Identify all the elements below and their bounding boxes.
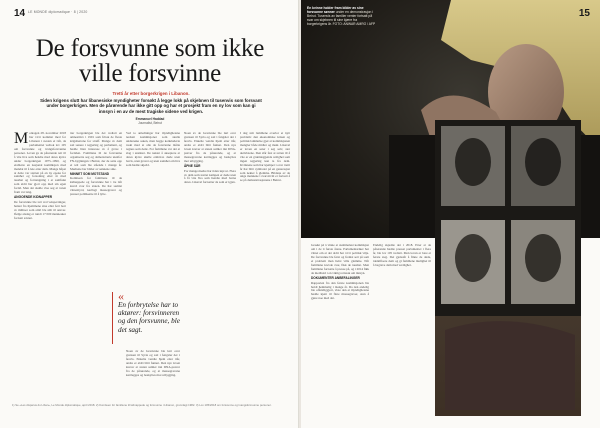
body-text: ontagen 28. november 2018 har vært kommet med for Libanon i nesten et tiår, da parlamentet vedtok lov 105 om forsvunne og tvangsforsvunne personer. Loven ga de pårørende rett til å vite hva som hendte med deres kjære under borgerkrigen 1975–1990, og etablerte en nasjonal kommisjon med mandat til å lete etter dem. Mange håpet at dette var starten på en ny epoke for sannhet og forsoning etter år med taushet og fortrengning i et samfunn som aldri har gjort opp med sin egen fortid. Men det skulle vise seg at veien fram var lang. [14, 132, 66, 195]
body-column-3 [126, 132, 180, 286]
caption-lead: En kvinne holder fram bilder av sine forsvunne sønner [307, 6, 364, 15]
subhead: ÅPNE SÅR [184, 163, 201, 168]
right-column-1 [311, 244, 369, 400]
left-page [0, 0, 299, 428]
body-text: De forsvunne ble tatt ved veisperringer, hentet fra hjemmene sine eller ført bort av militser som aldri ble stilt til ansvar. Ifølge anslag er rundt 17 000 mennesker fortsatt savnet. [14, 200, 66, 221]
portraits-illustration [435, 120, 581, 416]
body-column-1 [14, 132, 66, 402]
body-column-4 [184, 132, 236, 402]
article-headline: De forsvunne som ikke ville forsvinne [35, 35, 265, 87]
caption-text: under en demonstrasjon i Beirut. Tusenvis av familier venter fortsatt på svar om skjebnen til sine kjære fra borgerkrigens år. FOTO: ANWAR AMRO / AFP [307, 10, 376, 27]
subhead: DOKUMENTER ANBEFALINGER [311, 275, 360, 280]
footnotes: 1) Se «Les disparus du Liban», Le Monde diplomatique, april 2018. 2) Komiteen for familiene til kidnappede og forsvunne i Libanon, grunnlagt 1982. 3) Lov 105/2018 om forsvunne og tvangsforsvunne personer. [12, 403, 272, 407]
subhead: ANGOENDE KIDNAPPER [14, 195, 53, 200]
body-text: tter borgerkrigen ble det vedtatt en amnestilov i 1991 som fritok de fleste krigsherrene for straff. Mange av dem satt senere i regjering og parlament, og hadde liten interesse av å grave i fortiden. Familiene til de forsvunne organiserte seg og demonstrerte utenfor FN-bygningen i Beirut, der de satte opp et telt som ble stående i mange år. Mødrene bar bilder av sønnene sine. [70, 132, 122, 171]
body-text: Ved to anledninger har myndighetene nedsatt kommisjoner som skulle undersøke saken, men begge konkluderte raskt med at alle de forsvunne måtte regnes som døde. For familiene var det et slag i ansiktet. De nektet å akseptere at deres kjære skulle erklæres døde uten bevis, uten graver og uten sannhet om hva som hadde skjedd. [126, 132, 180, 167]
body-text: Noen av de forsvunne ble ført over grensen til Syria og satt i fengsler der i årevis. Enkelte vendte hjem etter tiår, andre er aldri blitt funnet. Den nye loven krever at staten samler inn DNA-prøver fra de pårørende, og at massegravene kartlegges og beskyttes mot utbygging. [126, 350, 180, 377]
page-number-left: 14 [14, 8, 26, 19]
page-number-right: 15 [578, 8, 590, 19]
body-text: For mange mødre har tiden løpt ut. Flere av dem som startet kampen er døde uten å få vite hva som hendte med barna deres. Likevel fortsetter de som er igjen. [184, 168, 236, 185]
body-text: Komiteen for familiene til de kidnappede og forsvunne har i tre tiår krevd svar fra staten. De har samlet vitnesbyrd, kartlagt massegraver og presset politikerne til å lytte. [70, 176, 122, 197]
subhead: MINNET SOM MOTSTAND [70, 171, 110, 176]
article-deck [40, 91, 262, 114]
byline-name: Emmanuel Haddad [135, 117, 165, 121]
body-text: Kvinnene som har kjempet i over tretti år har blitt symbolet på en generasjon som nekter å glemme. Bildene av de unge mennene i svart-hvitt er fortsatt å se på demonstrasjonene i Beirut. [240, 162, 290, 183]
body-text: Rapporten fra den første kommisjonen ble holdt hemmelig i mange år. Da den endelig ble offentliggjort, viste den at myndighetene hadde kjent til flere massegraver, uten å gjøre noe med det. [311, 280, 369, 301]
byline [100, 117, 200, 125]
body-text: Endelig skjedde det i 2018. Etter at de pårørende hadde presset parlamentet i flere år, ble lov 105 vedtatt. Men loven er bare et første steg. Det gjenstår å finne de døde, identifisere dem og gi familiene mulighet til å begrave dem med verdighet. [373, 244, 431, 267]
right-column-2 [373, 244, 431, 400]
deck-kicker: Tretti år etter borgerkrigen i Libanon. [112, 91, 190, 96]
body-column-5 [240, 132, 290, 402]
drop-cap: M [14, 132, 29, 147]
pull-quote [112, 289, 184, 344]
body-text: I dag står familiene overfor et nytt problem: den økonomiske krisen og politisk lammelse gjør at kommisjonen mangler både midler og makt. Likevel er loven en seier i seg selv, sier aktivistene. Den slår fast at retten til å vite er en grunnleggende rettighet som ingen regjering kan ta fra dem. [240, 132, 290, 163]
byline-role: Journalist, Beirut [138, 121, 162, 126]
running-head-left: LE MONDE diplomatique · 8 | 2020 [28, 10, 88, 14]
body-column-2 [70, 132, 122, 402]
body-text: forsøkt på å vinne et stemmeløst kommisjon om i de ti første årene. Parlamentariker har vitnet om at det aldri har vært politisk vilje. De forsvunne ble først og fremst sett på som et problem man helst ville glemme. Når familiene krevde svar, fikk de taushet. Men familiene fortsatte å presse på, og i 2014 fikk de medhold i en viktig rettssak om innsyn. [311, 244, 369, 275]
quote-mark: « [118, 289, 124, 303]
deck-text: Siden krigens slutt har libanesiske myndigheter forsøkt å legge lokk på skjebnen til tusenvis som forsvant under borgerkrigen. Men de pårørende har ikke gitt opp og har et prosjekt fram en ny lov som kan gi innsyn i en av de mest tragiske sidene ved krigen. [40, 97, 262, 114]
body-text: Noen av de forsvunne ble ført over grensen til Syria og satt i fengsler der i årevis. Enkelte vendte hjem etter tiår, andre er aldri blitt funnet. Den nye loven krever at staten samler inn DNA-prøver fra de pårørende, og at massegravene kartlegges og beskyttes mot utbygging. [184, 132, 236, 163]
photo-caption [307, 6, 377, 26]
portraits-board [435, 120, 581, 416]
body-column-3b [126, 350, 180, 402]
pull-quote-text: En forbrytelse har to aktører: forsvinneren og den forsvunne, ble det sagt. [118, 301, 180, 334]
right-page [301, 0, 600, 428]
